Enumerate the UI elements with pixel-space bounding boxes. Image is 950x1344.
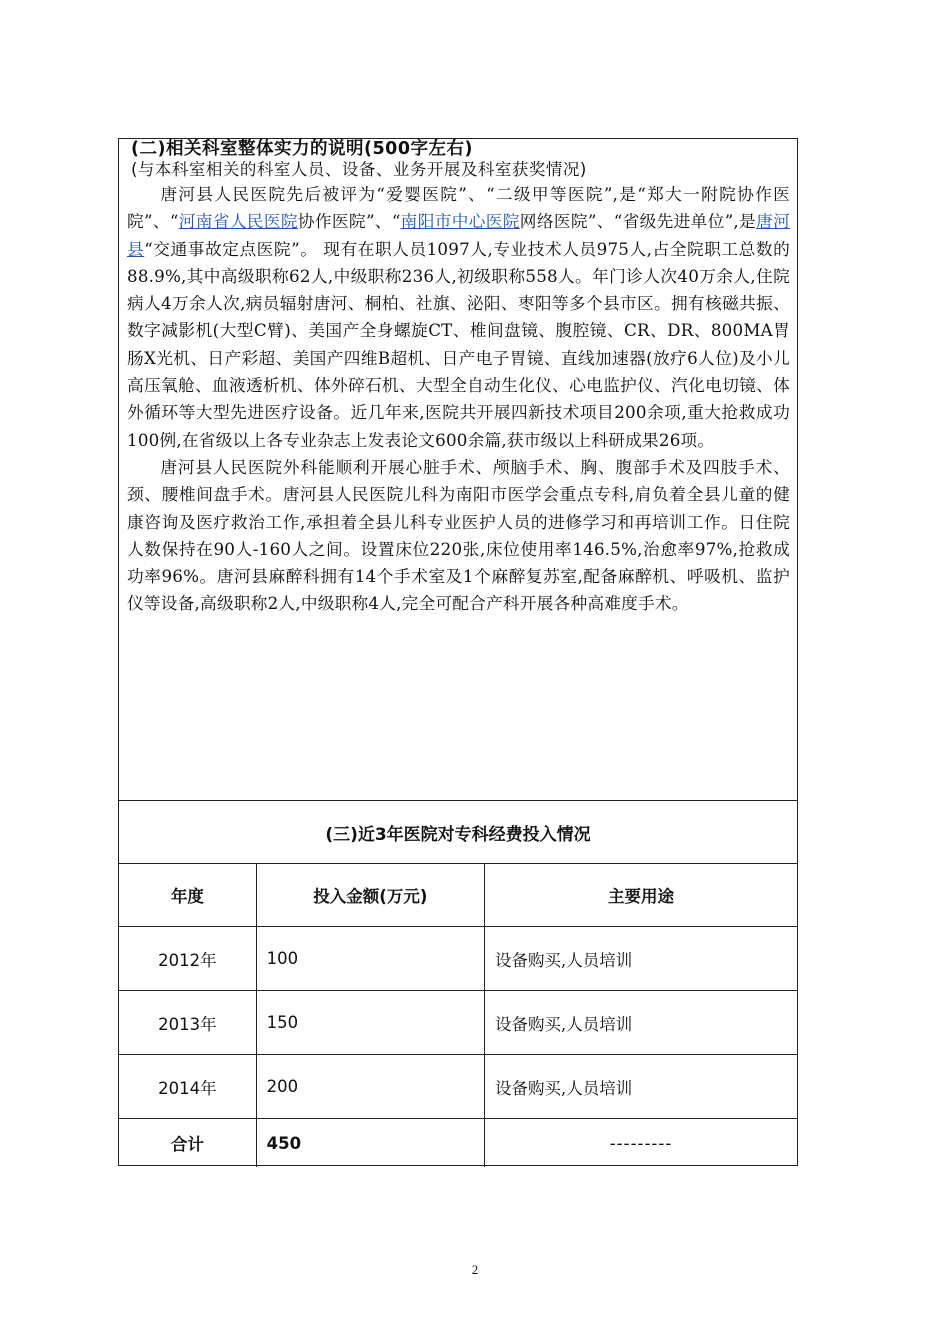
- funding-section-title: (三)近3年医院对专科经费投入情况: [119, 801, 797, 864]
- cell-amount: 200: [256, 1055, 484, 1119]
- cell-year: 2013年: [119, 991, 256, 1055]
- cell-purpose: 设备购买,人员培训: [485, 927, 798, 991]
- table-row: [119, 927, 797, 991]
- cell-purpose: 设备购买,人员培训: [485, 991, 798, 1055]
- link-henan-provincial-hospital[interactable]: 河南省人民医院: [178, 211, 298, 232]
- link-nanyang-central-hospital[interactable]: 南阳市中心医院: [400, 211, 520, 232]
- header-purpose: 主要用途: [485, 864, 798, 927]
- page-number: 2: [471, 1262, 479, 1277]
- table-total-row: [119, 1119, 797, 1168]
- paragraph-departments: 唐河县人民医院外科能顺利开展心脏手术、颅脑手术、胸、腹部手术及四肢手术、颈、腰椎间盘手术。唐河县人民医院儿科为南阳市医学会重点专科,肩负着全县儿童的健康咨询及医疗救治工作,承担着全县儿科专业医护人员的进修学习和再培训工作。日住院人数保持在90人-160人之间。设置床位220张,床位使用率146.5%,治愈率97%,抢救成功率96%。唐河县麻醉科拥有14个手术室及1个麻醉复苏室,配备麻醉机、呼吸机、监护仪等设备,高级职称2人,中级职称4人,完全可配合产科开展各种高难度手术。: [127, 456, 790, 614]
- header-year: 年度: [119, 864, 256, 927]
- cell-year: 2012年: [119, 927, 256, 991]
- cell-purpose: 设备购买,人员培训: [485, 1055, 798, 1119]
- text-run: 协作医院”、“: [297, 211, 401, 232]
- cell-total-amount: 450: [256, 1119, 484, 1168]
- paragraph-hospital-overview: [127, 181, 790, 454]
- table-header-row: [119, 864, 797, 927]
- cell-total-purpose: ---------: [609, 1133, 673, 1153]
- table-row: [119, 991, 797, 1055]
- text-run: 唐河县人民医院先后被评为“爱婴医院”、“二级甲等医院”,是“郑大一附院协作医院”、“: [127, 184, 790, 232]
- link-tanghe-county[interactable]: 唐河县: [127, 211, 790, 259]
- cell-total-label: 合计: [119, 1119, 256, 1168]
- text-run: 网络医院”、“省级先进单位”,是: [519, 211, 757, 232]
- section-subtitle: (与本科室相关的科室人员、设备、业务开展及科室获奖情况): [131, 160, 587, 179]
- header-amount: 投入金额(万元): [256, 864, 484, 927]
- form-frame: [118, 138, 798, 1166]
- section-body: [127, 181, 790, 618]
- table-row: [119, 1055, 797, 1119]
- section-title: (二)相关科室整体实力的说明(500字左右): [131, 139, 474, 159]
- section-dept-strength: [119, 139, 797, 801]
- cell-amount: 150: [256, 991, 484, 1055]
- cell-amount: 100: [256, 927, 484, 991]
- text-run: “交通事故定点医院”。 现有在职人员1097人,专业技术人员975人,占全院职工总数的88.9%,其中高级职称62人,中级职称236人,初级职称558人。年门诊人次40万余人,住院病人4万余人次,病员辐射唐河、桐柏、社旗、泌阳、枣阳等多个县市区。拥有核磁共振、数字减影机(大型C臂)、美国产全身螺旋CT、椎间盘镜、腹腔镜、CR、DR、800MA胃肠X光机、日产彩超、美国产四维B超机、日产电子胃镜、直线加速器(放疗6人位)及小儿高压氧舱、血液透析机、体外碎石机、大型全自动生化仪、心电监护仪、汽化电切镜、体外循环等大型先进医疗设备。近几年来,医院共开展四新技术项目200余项,重大抢救成功100例,在省级以上各专业杂志上发表论文600余篇,获市级以上科研成果26项。: [127, 238, 791, 450]
- cell-year: 2014年: [119, 1055, 256, 1119]
- funding-table: [119, 864, 797, 1167]
